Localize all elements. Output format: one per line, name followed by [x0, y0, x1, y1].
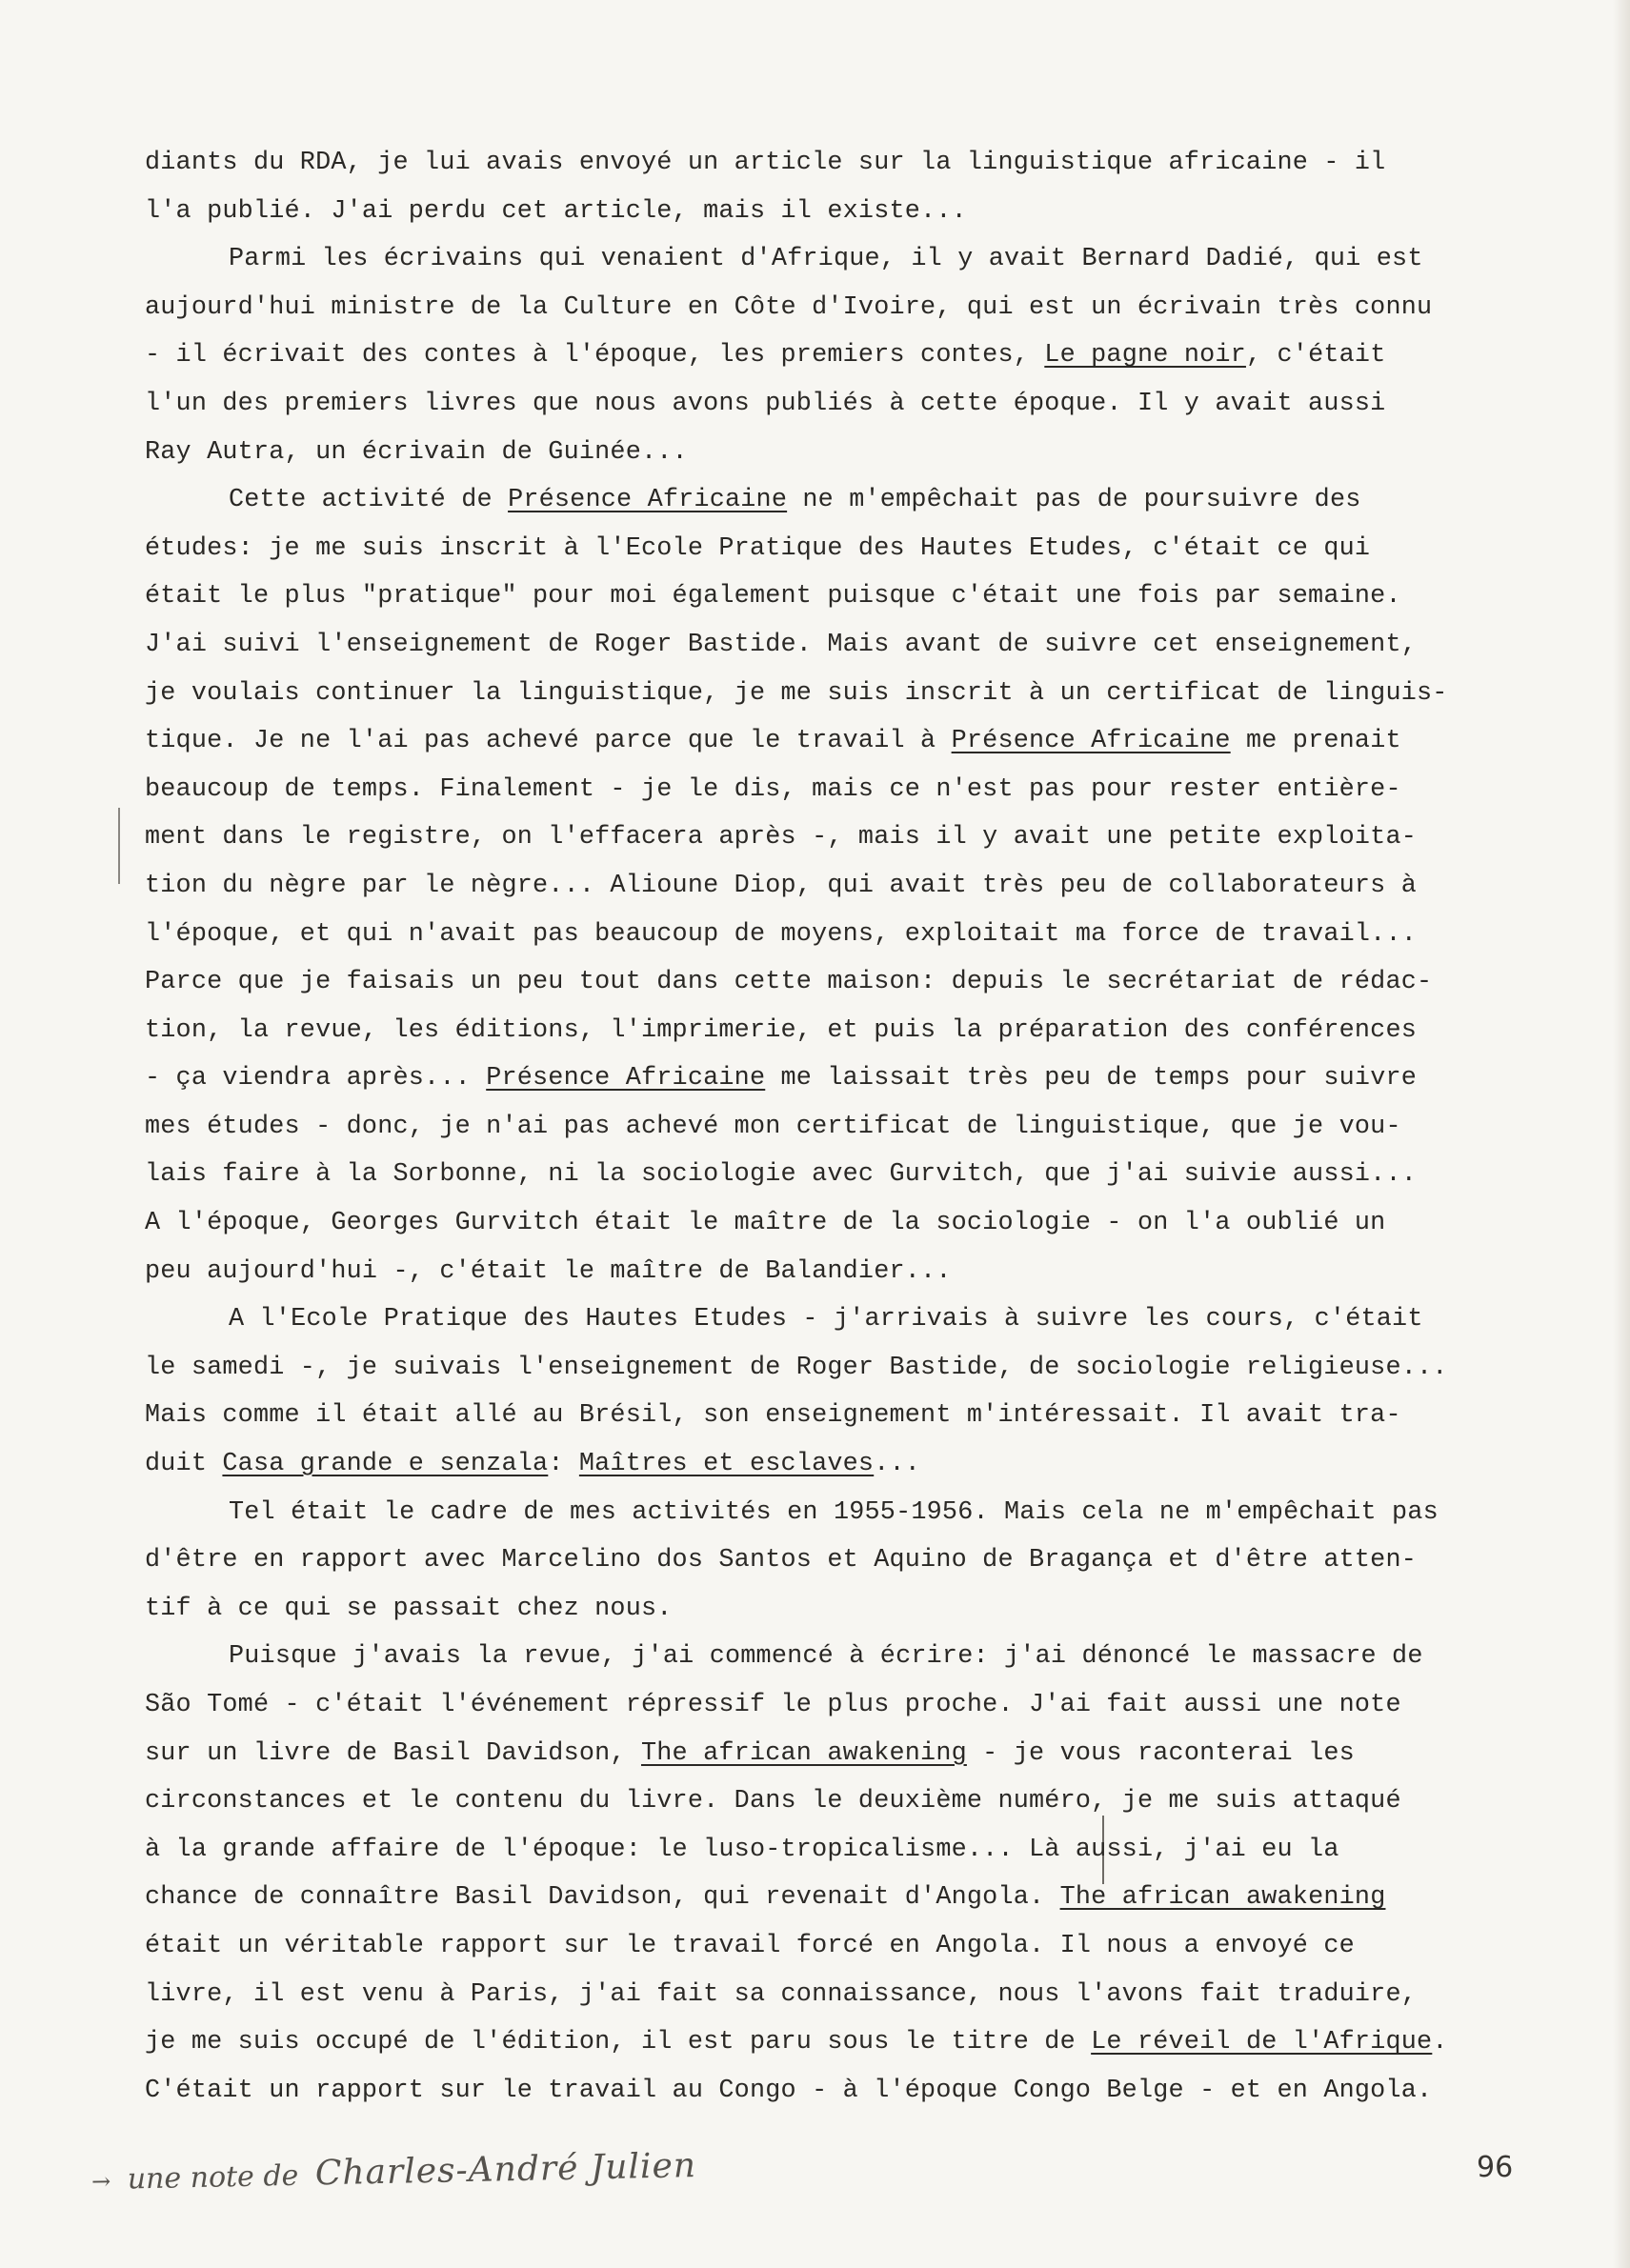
text-line — [145, 1489, 1545, 1537]
text-segment: chance de connaître Basil Davidson, qui revenait d'Angola. — [145, 1883, 1060, 1913]
text-segment: études: je me suis inscrit à l'Ecole Pratique des Hautes Etudes, c'était ce qui — [145, 533, 1371, 563]
text-line — [145, 1007, 1545, 1055]
text-segment: était un véritable rapport sur le travail forcé en Angola. Il nous a envoyé ce — [145, 1931, 1355, 1960]
text-line — [145, 2067, 1545, 2116]
text-line — [145, 1777, 1545, 1826]
margin-mark — [118, 808, 120, 884]
text-segment: A l'époque, Georges Gurvitch était le maître de la sociologie - on l'a oublié un — [145, 1209, 1386, 1238]
text-line — [145, 1199, 1545, 1248]
arrow-icon: → — [91, 2167, 111, 2196]
text-line — [145, 525, 1545, 573]
text-segment: São Tomé - c'était l'événement répressif le plus proche. J'ai fait aussi une note — [145, 1691, 1401, 1719]
text-line — [145, 1054, 1545, 1103]
text-segment: A l'Ecole Pratique des Hautes Etudes - j'arrivais à suivre les cours, c'était — [229, 1305, 1423, 1335]
text-line — [145, 1248, 1545, 1296]
underlined-title: Maîtres et esclaves — [578, 1450, 875, 1479]
text-line — [145, 1295, 1545, 1344]
text-segment: Parmi les écrivains qui venaient d'Afrique, il y avait Bernard Dadié, qui est — [229, 245, 1423, 274]
text-segment: tion, la revue, les éditions, l'imprimerie, et puis la préparation des conférences — [145, 1015, 1418, 1045]
handwritten-annotation — [91, 2137, 758, 2208]
text-segment: : — [548, 1450, 579, 1479]
text-line — [145, 670, 1545, 718]
underlined-title: Présence Africaine — [951, 727, 1231, 756]
text-segment: ... — [874, 1450, 921, 1479]
text-segment: Parce que je faisais un peu tout dans cette maison: depuis le secrétariat de rédac- — [145, 968, 1433, 997]
text-segment: je me suis occupé de l'édition, il est paru sous le titre de — [145, 2028, 1092, 2057]
text-segment: je voulais continuer la linguistique, je me suis inscrit à un certificat de linguis- — [145, 678, 1448, 708]
text-line — [145, 1536, 1545, 1585]
text-line — [145, 1585, 1545, 1634]
text-line — [145, 331, 1545, 380]
text-segment: . — [1432, 2028, 1448, 2057]
text-segment: J'ai suivi l'enseignement de Roger Bastide. Mais avant de suivre cet enseignement, — [145, 630, 1418, 659]
underlined-title: Présence Africaine — [486, 1064, 766, 1094]
text-segment: était le plus "pratique" pour moi également puisque c'était une fois par semaine. — [145, 582, 1401, 612]
text-line — [145, 1344, 1545, 1393]
text-segment: tion du nègre par le nègre... Alioune Diop, qui avait très peu de collaborateurs à — [145, 871, 1418, 900]
text-segment: ne m'empêchait pas de poursuivre des — [787, 486, 1361, 515]
text-segment: Cette activité de — [229, 486, 509, 515]
text-line — [145, 813, 1545, 862]
text-segment: sur un livre de Basil Davidson, — [145, 1738, 641, 1768]
text-segment: Tel était le cadre de mes activités en 1955-1956. Mais cela ne m'empêchait pas — [229, 1497, 1439, 1527]
text-line — [145, 235, 1545, 284]
underlined-title: Le réveil de l'Afrique — [1091, 2028, 1433, 2057]
text-line — [145, 1874, 1545, 1922]
text-segment: - il écrivait des contes à l'époque, les premiers contes, — [145, 341, 1045, 371]
text-segment: le samedi -, je suivais l'enseignement de Roger Bastide, de sociologie religieuse... — [145, 1353, 1448, 1382]
text-segment: l'époque, et qui n'avait pas beaucoup de moyens, exploitait ma force de travail... — [145, 919, 1418, 949]
text-segment: ment dans le registre, on l'effacera après -, mais il y avait une petite exploita- — [145, 823, 1418, 853]
text-line — [145, 1971, 1545, 2019]
text-line — [145, 862, 1545, 911]
handwritten-note-name: Charles-André Julien — [314, 2146, 697, 2194]
text-segment: C'était un rapport sur le travail au Congo - à l'époque Congo Belge - et en Angola. — [145, 2076, 1433, 2105]
text-line — [145, 139, 1545, 188]
text-segment: duit — [145, 1450, 223, 1479]
text-line — [145, 284, 1545, 332]
text-segment: Puisque j'avais la revue, j'ai commencé à écrire: j'ai dénoncé le massacre de — [229, 1642, 1423, 1672]
text-segment: , c'était — [1245, 341, 1386, 371]
text-line — [145, 1103, 1545, 1152]
text-line — [145, 1392, 1545, 1440]
page-edge-shadow — [1613, 0, 1630, 2268]
text-segment: tif à ce qui se passait chez nous. — [145, 1594, 673, 1623]
text-segment: l'un des premiers livres que nous avons publiés à cette époque. Il y avait aussi — [145, 389, 1386, 418]
underlined-title: The african awakening — [1059, 1883, 1386, 1913]
text-segment: me laissait très peu de temps pour suivre — [765, 1064, 1418, 1094]
text-segment: circonstances et le contenu du livre. Dans le deuxième numéro, je me suis attaqué — [145, 1787, 1401, 1816]
text-segment: l'a publié. J'ai perdu cet article, mais il existe... — [145, 196, 967, 226]
text-line — [145, 911, 1545, 959]
text-line — [145, 1151, 1545, 1199]
text-line — [145, 766, 1545, 814]
text-line — [145, 380, 1545, 429]
text-line — [145, 1681, 1545, 1730]
text-line — [145, 958, 1545, 1007]
underlined-title: Casa grande e senzala — [222, 1450, 549, 1479]
text-segment: peu aujourd'hui -, c'était le maître de Balandier... — [145, 1256, 952, 1286]
text-line — [145, 476, 1545, 525]
text-line — [145, 717, 1545, 766]
text-segment: livre, il est venu à Paris, j'ai fait sa connaissance, nous l'avons fait traduire, — [145, 1979, 1418, 2009]
text-segment: diants du RDA, je lui avais envoyé un article sur la linguistique africaine - il — [145, 149, 1386, 177]
text-line — [145, 1730, 1545, 1778]
text-line — [145, 572, 1545, 621]
text-segment: Ray Autra, un écrivain de Guinée... — [145, 437, 688, 467]
handwritten-note-prefix: une note de — [127, 2158, 299, 2197]
text-segment: Mais comme il était allé au Brésil, son enseignement m'intéressait. Il avait tra- — [145, 1401, 1401, 1431]
text-segment: d'être en rapport avec Marcelino dos Santos et Aquino de Bragança et d'être atten- — [145, 1546, 1418, 1576]
text-line — [145, 429, 1545, 477]
text-segment: à la grande affaire de l'époque: le luso-tropicalisme... Là aussi, j'ai eu la — [145, 1835, 1339, 1864]
text-segment: - ça viendra après... — [145, 1064, 487, 1094]
text-segment: aujourd'hui ministre de la Culture en Côte d'Ivoire, qui est un écrivain très connu — [145, 292, 1433, 322]
typewritten-text-block — [145, 139, 1545, 2115]
text-segment: me prenait — [1230, 727, 1401, 756]
text-segment: lais faire à la Sorbonne, ni la sociologie avec Gurvitch, que j'ai suivie aussi... — [145, 1160, 1418, 1190]
text-segment: mes études - donc, je n'ai pas achevé mon certificat de linguistique, que je vou- — [145, 1112, 1401, 1141]
text-line — [145, 1633, 1545, 1681]
underlined-title: Présence Africaine — [508, 486, 788, 515]
text-segment: tique. Je ne l'ai pas achevé parce que le travail à — [145, 727, 952, 756]
text-line — [145, 1922, 1545, 1971]
page-number: 96 — [1477, 2151, 1514, 2184]
underlined-title: Le pagne noir — [1044, 341, 1246, 371]
text-line — [145, 188, 1545, 236]
text-line — [145, 1826, 1545, 1875]
underlined-title: The african awakening — [640, 1738, 967, 1768]
text-segment: beaucoup de temps. Finalement - je le dis, mais ce n'est pas pour rester entière- — [145, 774, 1401, 804]
text-line — [145, 621, 1545, 670]
text-segment: - je vous raconterai les — [966, 1738, 1355, 1768]
text-line — [145, 1440, 1545, 1489]
text-line — [145, 2018, 1545, 2067]
